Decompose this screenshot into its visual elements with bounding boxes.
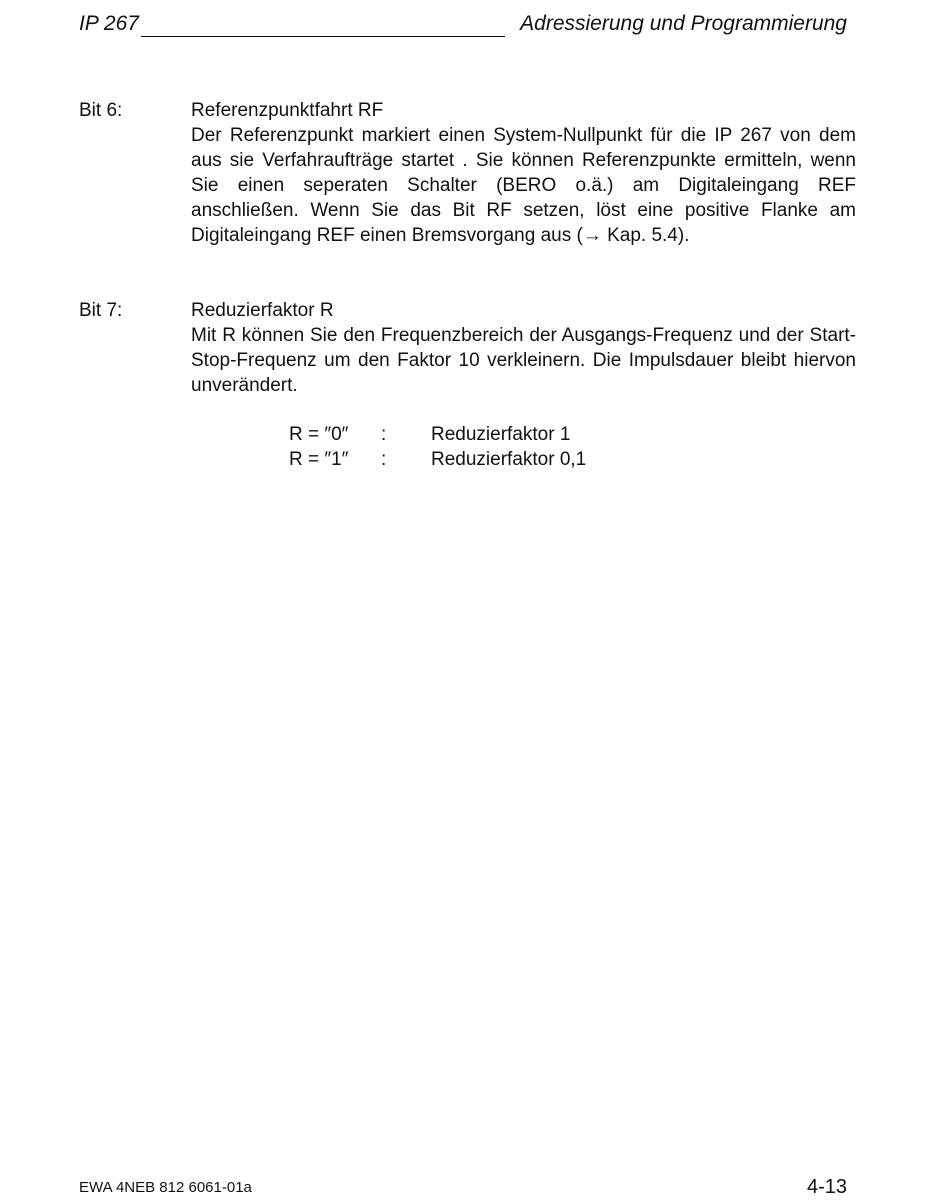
header-doc-id: IP 267: [79, 12, 139, 35]
page-number: 4-13: [806, 1176, 847, 1198]
bit6-section: [191, 98, 856, 248]
bit7-label: Bit 7:: [79, 300, 123, 321]
bit7-section: [191, 298, 856, 398]
condition-cell: R = ″1″: [289, 449, 349, 470]
header-chapter-title: Adressierung und Programmierung: [520, 12, 847, 35]
bit6-label: Bit 6:: [79, 100, 123, 121]
bit7-text: Mit R können Sie den Frequenzbereich der Ausgangs-Frequenz und der Start-Stop-Frequenz um den Faktor 10 verkleinern. Die Impulsdauer bleibt hiervon unverändert.: [191, 325, 856, 396]
bit7-title: Reduzierfaktor R: [191, 300, 334, 321]
table-row: [289, 447, 586, 472]
separator-cell: :: [381, 424, 387, 445]
bit6-title: Referenzpunktfahrt RF: [191, 100, 384, 121]
table-row: [289, 422, 586, 447]
footer-doc-number: EWA 4NEB 812 6061-01a: [79, 1179, 252, 1196]
condition-cell: R = ″0″: [289, 424, 349, 445]
description-cell: Reduzierfaktor 0,1: [431, 449, 587, 470]
reduction-factor-table: [289, 422, 586, 472]
separator-cell: :: [381, 449, 387, 470]
description-cell: Reduzierfaktor 1: [431, 424, 571, 445]
header-rule: [141, 36, 505, 37]
bit6-text: Der Referenzpunkt markiert einen System-Nullpunkt für die IP 267 von dem aus sie Verfahraufträge startet . Sie können Referenzpunkte ermitteln, wenn Sie einen seperaten Schalter (BERO o.ä.) am Digitaleingang REF anschließen. Wenn Sie das Bit RF setzen, löst eine positive Flanke am Digitaleingang REF einen Bremsvorgang aus (→ Kap. 5.4).: [191, 125, 856, 246]
